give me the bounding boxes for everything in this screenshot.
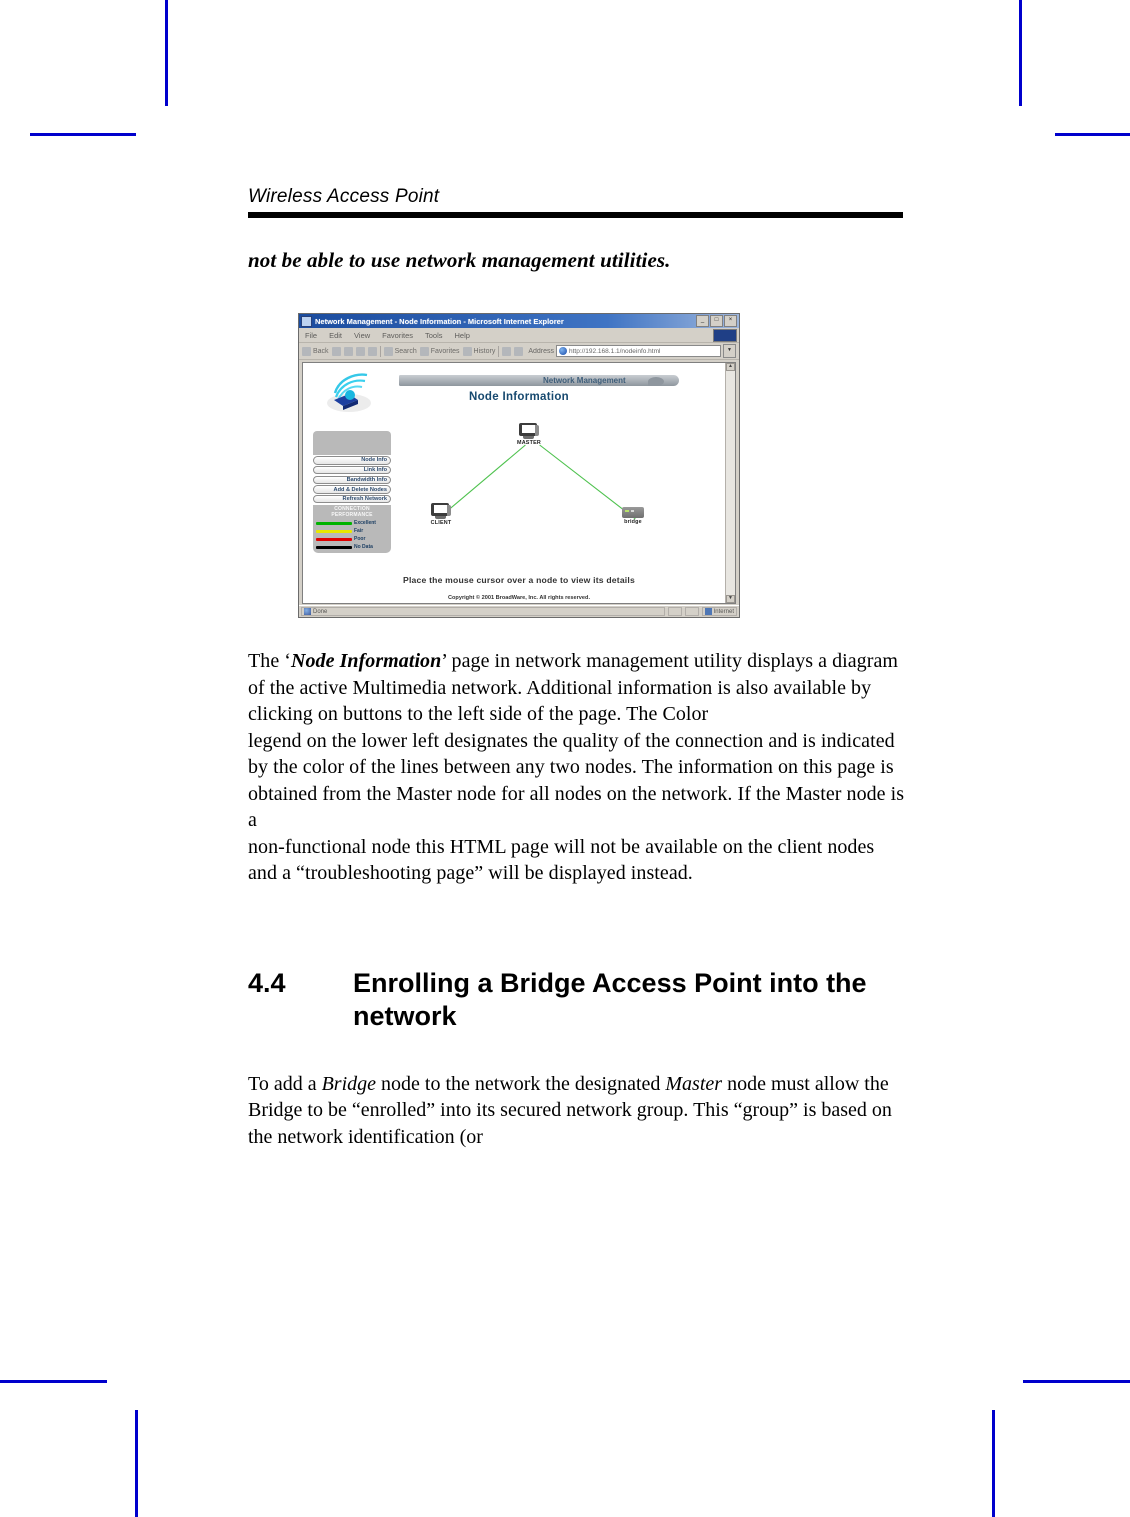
para2-emphasis-bridge: Bridge xyxy=(321,1072,377,1095)
search-icon xyxy=(384,347,393,356)
home-icon xyxy=(368,347,377,356)
address-dropdown-icon[interactable]: ▼ xyxy=(723,344,736,358)
address-value: http://192.168.1.1/nodeinfo.html xyxy=(569,347,661,355)
para1-prefix: The ‘ xyxy=(248,650,292,672)
page-banner-tail-icon xyxy=(648,377,664,386)
legend-swatch-fair xyxy=(316,530,352,534)
window-controls xyxy=(696,315,737,327)
crop-mark-bottom-left-vertical xyxy=(135,1410,138,1517)
scroll-up-icon[interactable]: ▲ xyxy=(726,363,735,371)
legend-swatch-excellent xyxy=(316,522,352,526)
legend-label-no-data: No Data xyxy=(354,544,373,551)
back-button[interactable] xyxy=(302,347,329,356)
crop-mark-top-right-horizontal xyxy=(1055,133,1130,136)
browser-toolbar xyxy=(299,343,739,360)
para2-t1: To add a xyxy=(248,1072,322,1095)
menu-item-favorites[interactable]: Favorites xyxy=(382,330,413,340)
sidebar-button-node-info[interactable]: Node Info xyxy=(313,456,391,465)
history-button[interactable] xyxy=(463,347,496,356)
toolbar-separator-2 xyxy=(498,346,499,357)
sidebar-button-bandwidth-info[interactable]: Bandwidth Info xyxy=(313,476,391,485)
clock-icon xyxy=(463,347,472,356)
page-hint-text: Place the mouse cursor over a node to view its details xyxy=(403,575,635,585)
scroll-down-icon[interactable]: ▼ xyxy=(726,595,735,603)
legend-label-poor: Poor xyxy=(354,536,366,543)
toolbar-separator xyxy=(380,346,381,357)
section-title: Enrolling a Bridge Access Point into the network xyxy=(353,967,867,1031)
para2-t2: node to the network the designated xyxy=(376,1072,666,1095)
section-heading xyxy=(248,967,908,1033)
browser-window xyxy=(298,313,740,618)
back-arrow-icon xyxy=(302,347,311,356)
security-zone-text: Internet xyxy=(713,608,734,615)
legend-row-fair xyxy=(316,528,388,534)
legend-label-fair: Fair xyxy=(354,528,364,535)
menu-item-tools[interactable]: Tools xyxy=(425,330,443,340)
menu-item-help[interactable]: Help xyxy=(454,330,470,340)
forward-button[interactable] xyxy=(332,347,341,356)
network-node-client[interactable] xyxy=(411,503,471,526)
network-node-bridge[interactable] xyxy=(603,507,663,525)
mail-button[interactable] xyxy=(502,347,511,356)
security-zone[interactable] xyxy=(702,607,737,616)
browser-statusbar xyxy=(299,605,739,617)
address-bar[interactable] xyxy=(528,344,736,358)
browser-app-icon xyxy=(301,316,312,327)
sidebar-button-refresh-network[interactable]: Refresh Network xyxy=(313,495,391,504)
stop-icon xyxy=(344,347,353,356)
address-label: Address xyxy=(528,347,555,355)
browser-viewport xyxy=(302,362,736,604)
figure-browser-screenshot xyxy=(298,313,742,618)
continuation-line: not be able to use network management utilities. xyxy=(248,248,671,272)
running-head: Wireless Access Point xyxy=(248,186,440,207)
page-banner-text: Network Management xyxy=(543,376,626,385)
running-head-rule xyxy=(248,212,903,218)
favorites-button[interactable] xyxy=(420,347,460,356)
history-button-label: History xyxy=(473,347,496,355)
page-sidebar xyxy=(313,431,391,553)
legend-row-poor xyxy=(316,536,388,542)
para1-line3: non-functional node this HTML page will not be available on the client nodes and a “troubleshooting page” will be displayed instead. xyxy=(248,835,875,884)
para1-line2: legend on the lower left designates the quality of the connection and is indicated by the color of the lines between any two nodes. The information on this page is obtained from the Master node for all nodes on the network. If the Master node is a xyxy=(248,729,905,831)
menu-item-edit[interactable]: Edit xyxy=(329,330,343,340)
minimize-icon[interactable]: _ xyxy=(696,315,709,327)
status-message-text: Done xyxy=(313,608,328,615)
search-button-label: Search xyxy=(394,347,417,355)
crop-mark-top-left-horizontal xyxy=(30,133,136,136)
printer-icon xyxy=(514,347,523,356)
network-node-client-label: CLIENT xyxy=(430,520,452,526)
network-diagram xyxy=(395,415,721,555)
menu-item-view[interactable]: View xyxy=(354,330,371,340)
section-number: 4.4 xyxy=(248,967,286,998)
page-scrollbar[interactable] xyxy=(725,363,735,603)
stop-button[interactable] xyxy=(344,347,353,356)
bridge-device-icon xyxy=(622,507,644,518)
menu-item-file[interactable]: File xyxy=(305,330,318,340)
color-legend-title: CONNECTION PERFORMANCE xyxy=(331,506,373,518)
address-input[interactable] xyxy=(556,345,721,357)
search-button[interactable] xyxy=(384,347,417,356)
browser-menubar xyxy=(299,328,739,343)
browser-brand-logo-icon xyxy=(713,329,737,342)
sidebar-button-add-delete-nodes[interactable]: Add & Delete Nodes xyxy=(313,485,391,494)
legend-swatch-no-data xyxy=(316,546,352,550)
star-icon xyxy=(420,347,429,356)
paragraph-node-information xyxy=(248,648,908,887)
refresh-button[interactable] xyxy=(356,347,365,356)
internet-zone-icon xyxy=(705,608,712,615)
crop-mark-bottom-left-horizontal xyxy=(0,1380,107,1383)
back-button-label: Back xyxy=(313,347,329,355)
favorites-button-label: Favorites xyxy=(430,347,460,355)
page-icon xyxy=(559,347,567,355)
legend-swatch-poor xyxy=(316,538,352,542)
close-icon[interactable]: × xyxy=(724,315,737,327)
maximize-icon[interactable]: □ xyxy=(710,315,723,327)
crop-mark-top-right-vertical xyxy=(1019,0,1022,106)
status-message xyxy=(301,607,665,616)
para1-emphasis: Node Information xyxy=(291,650,442,672)
network-node-bridge-label: bridge xyxy=(624,519,642,525)
para2-emphasis-master: Master xyxy=(665,1072,723,1095)
crop-mark-bottom-right-horizontal xyxy=(1023,1380,1130,1383)
sidebar-top-panel xyxy=(313,431,391,455)
forward-arrow-icon xyxy=(332,347,341,356)
refresh-icon xyxy=(356,347,365,356)
status-pane-1 xyxy=(668,607,682,616)
browser-titlebar xyxy=(299,314,739,328)
computer-icon xyxy=(519,423,539,439)
para2-t3: node must allow the Bridge to be “enrolled” into its secured network group. This “group” is based on the network identification (or xyxy=(248,1072,892,1148)
sidebar-button-link-info[interactable]: Link Info xyxy=(313,466,391,475)
page-heading: Node Information xyxy=(469,391,569,403)
mail-icon xyxy=(502,347,511,356)
legend-label-excellent: Excellent xyxy=(354,520,376,527)
page-banner-bar xyxy=(399,375,679,386)
paragraph-enrolling-bridge xyxy=(248,1071,908,1151)
page-content xyxy=(248,186,908,1170)
print-button[interactable] xyxy=(514,347,523,356)
status-pane-2 xyxy=(685,607,699,616)
network-node-master[interactable] xyxy=(499,423,559,446)
crop-mark-top-left-vertical xyxy=(165,0,168,106)
computer-icon xyxy=(431,503,451,519)
network-node-master-label: MASTER xyxy=(517,440,541,446)
para1-suffix: ’ page in network management utility displays a diagram of the active Multimedia network. Additional information is also available by clicking on buttons to the left side of the page. The Color xyxy=(248,650,898,725)
crop-mark-bottom-right-vertical xyxy=(992,1410,995,1517)
status-page-icon xyxy=(304,608,311,615)
browser-window-title: Network Management - Node Information - Microsoft Internet Explorer xyxy=(315,316,564,326)
legend-row-no-data xyxy=(316,544,388,550)
color-legend xyxy=(313,505,391,553)
page-copyright: Copyright © 2001 BroadWare, Inc. All rights reserved. xyxy=(447,595,591,601)
legend-row-excellent xyxy=(316,520,388,526)
home-button[interactable] xyxy=(368,347,377,356)
